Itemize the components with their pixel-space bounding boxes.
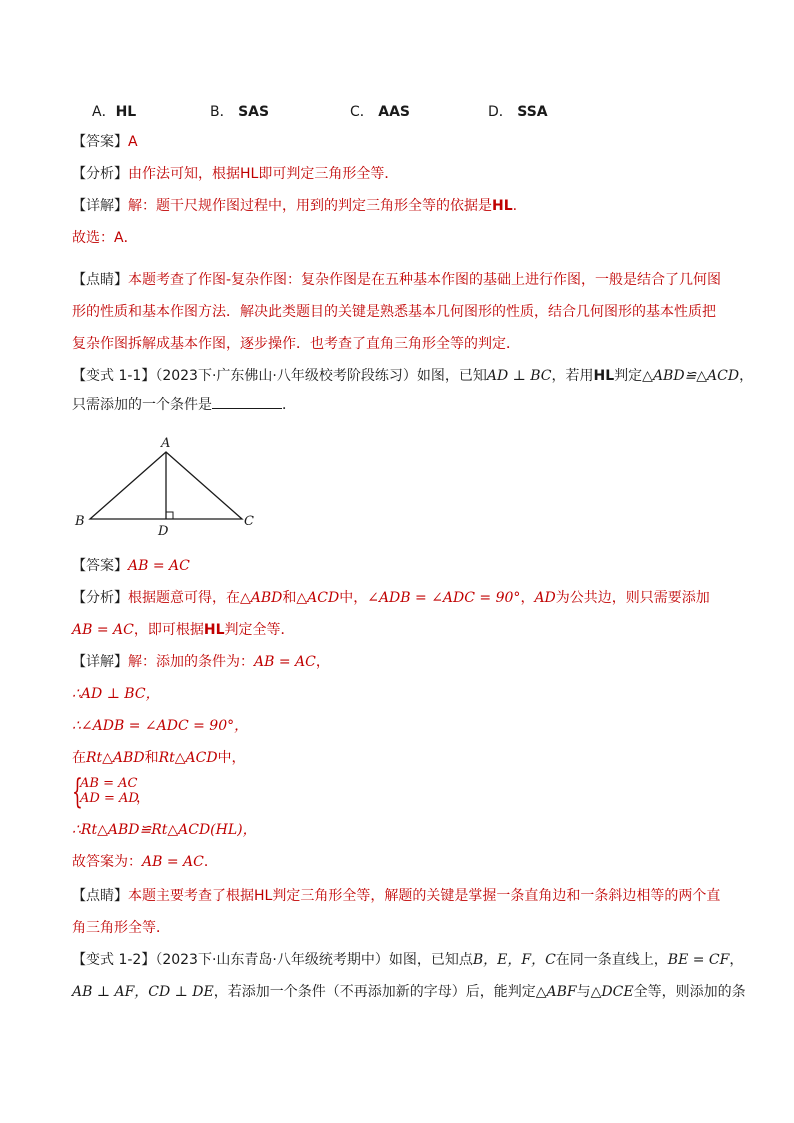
variant-source: （2023下·山东青岛·八年级统考期中） [155,952,389,968]
q1-comment-line2: 形的性质和基本作图方法．解决此类题目的关键是熟悉基本几何图形的性质，结合几何图形的基本性质把 [72,304,716,320]
analysis-text: 为公共边，则只需要添加 [555,590,710,606]
math-expr: AD ⊥ BC [486,368,552,384]
math-expr: AB = AC [72,622,134,638]
v11-analysis-line2 [72,620,295,640]
question-text: 如图，已知 [416,368,487,384]
math-expr: AD [534,590,556,606]
q1-choose: 故选：A． [72,230,138,246]
equation-system [72,772,192,813]
detail-tag: 【详解】 [72,198,128,214]
hl-text: HL [593,368,615,384]
detail-text: ， [315,654,330,670]
math-expr: AB = AC [142,854,204,870]
math-expr: △ABD [240,590,283,606]
detail-hl: HL [492,198,513,214]
label-d: D [158,524,169,539]
analysis-text: 和 [282,590,297,606]
comment-text: 本题主要考查了根据HL判定三角形全等，解题的关键是掌握一条直角边和一条斜边相等的两个直 [128,888,721,904]
analysis-text: 中， [339,590,368,606]
q1-detail [72,196,517,216]
system-comma: ， [136,790,150,806]
option-a [92,101,136,121]
v11-answer [72,556,190,576]
v11-question-line1 [72,366,753,386]
math-expr: △ABF [535,984,577,1000]
right-angle-mark [166,512,173,519]
q1-comment-line3: 复杂作图拆解成基本作图，逐步操作．也考查了直角三角形全等的判定． [72,336,520,352]
answer-blank [212,394,282,409]
v11-detail-line2: ∴AD ⊥ BC， [72,686,160,702]
question-text: 全等，则添加的条 [633,984,746,1000]
v11-analysis-line1 [72,588,710,608]
q1-comment-line1 [72,270,721,290]
v11-comment-line2: 角三角形全等． [72,920,170,936]
question-text: ，若用 [551,368,594,384]
detail-text: 中， [217,750,246,766]
question-text: 与 [576,984,591,1000]
v11-question-line2 [72,394,296,415]
math-expr: △DCE [590,984,634,1000]
question-text: ， [739,368,754,384]
option-c [350,101,410,121]
answer-tag: 【答案】 [72,558,128,574]
math-expr: BE = CF [667,952,730,968]
detail-text: 在 [72,750,86,766]
v11-detail-line3: ∴∠ADB = ∠ADC = 90°， [72,718,249,734]
comment-tag: 【点睛】 [72,272,128,288]
math-expr: △ABD≌△ACD [642,368,740,384]
question-text: ，若添加一个条件（不再添加新的字母）后，能判定 [213,984,536,1000]
detail-tag: 【详解】 [72,654,128,670]
detail-text: ． [203,854,218,870]
analysis-tag: 【分析】 [72,590,128,606]
system-row-2: AD = AD [80,791,139,806]
label-a: A [161,436,171,451]
detail-text: 和 [144,750,159,766]
option-letter: B． [210,104,234,120]
v11-detail-line4 [72,748,246,768]
option-d [488,101,548,121]
analysis-tag: 【分析】 [72,166,128,182]
option-letter: A． [92,104,116,120]
option-text: SAS [238,104,270,120]
answer-value: A [128,134,138,150]
math-expr: Rt△ACD [158,750,218,766]
label-c: C [244,514,254,529]
variant-source: （2023下·广东佛山·八年级校考阶段练习） [155,368,417,384]
hl-text: HL [203,622,225,638]
math-expr: B，E，F，C [472,952,556,968]
math-expr: △ACD [296,590,340,606]
comment-tag: 【点睛】 [72,888,128,904]
question-text: ， [729,952,744,968]
brace-icon: { [72,772,83,812]
math-expr: AB = AC [254,654,316,670]
analysis-text: 判定全等． [224,622,295,638]
analysis-text: ，即可根据 [133,622,204,638]
option-letter: C． [350,104,374,120]
label-b: B [75,514,85,529]
v11-detail-line6: ∴Rt△ABD≌Rt△ACD(HL)， [72,822,257,838]
math-expr: Rt△ABD [86,750,145,766]
variant-tag: 【变式 1-2】 [72,952,156,968]
q1-answer [72,132,138,152]
option-text: AAS [378,104,410,120]
comment-text: 本题考查了作图-复杂作图：复杂作图是在五种基本作图的基础上进行作图，一般是结合了几何图 [128,272,722,288]
question-text: 如图，已知点 [388,952,473,968]
detail-end: . [512,198,518,214]
answer-value: AB = AC [128,558,190,574]
v11-comment-line1 [72,886,720,906]
v12-question-line1 [72,950,743,970]
math-expr: AB ⊥ AF，CD ⊥ DE [72,984,214,1000]
analysis-text: 根据题意可得，在 [128,590,240,606]
question-text: 在同一条直线上， [555,952,668,968]
v11-detail-line7 [72,852,218,872]
q1-analysis [72,164,398,184]
detail-text: 故答案为： [72,854,142,870]
option-text: HL [115,104,137,120]
v11-detail-line1 [72,652,330,672]
v12-question-line2 [72,982,746,1002]
analysis-text: ， [520,590,535,606]
analysis-text: 由作法可知，根据HL即可判定三角形全等． [128,166,399,182]
detail-text: 解：添加的条件为： [128,654,254,670]
option-b [210,101,269,121]
question-text: 只需添加的一个条件是 [72,397,212,413]
math-expr: ∠ADB = ∠ADC = 90° [367,590,521,606]
option-letter: D． [488,104,513,120]
question-end: ． [282,397,296,413]
option-text: SSA [517,104,548,120]
answer-tag: 【答案】 [72,134,128,150]
detail-text: 解：题干尺规作图过程中，用到的判定三角形全等的依据是 [128,198,492,214]
variant-tag: 【变式 1-1】 [72,368,156,384]
question-text: 判定 [614,368,643,384]
system-row-1: AB = AC [80,776,138,791]
triangle-figure [70,432,270,542]
